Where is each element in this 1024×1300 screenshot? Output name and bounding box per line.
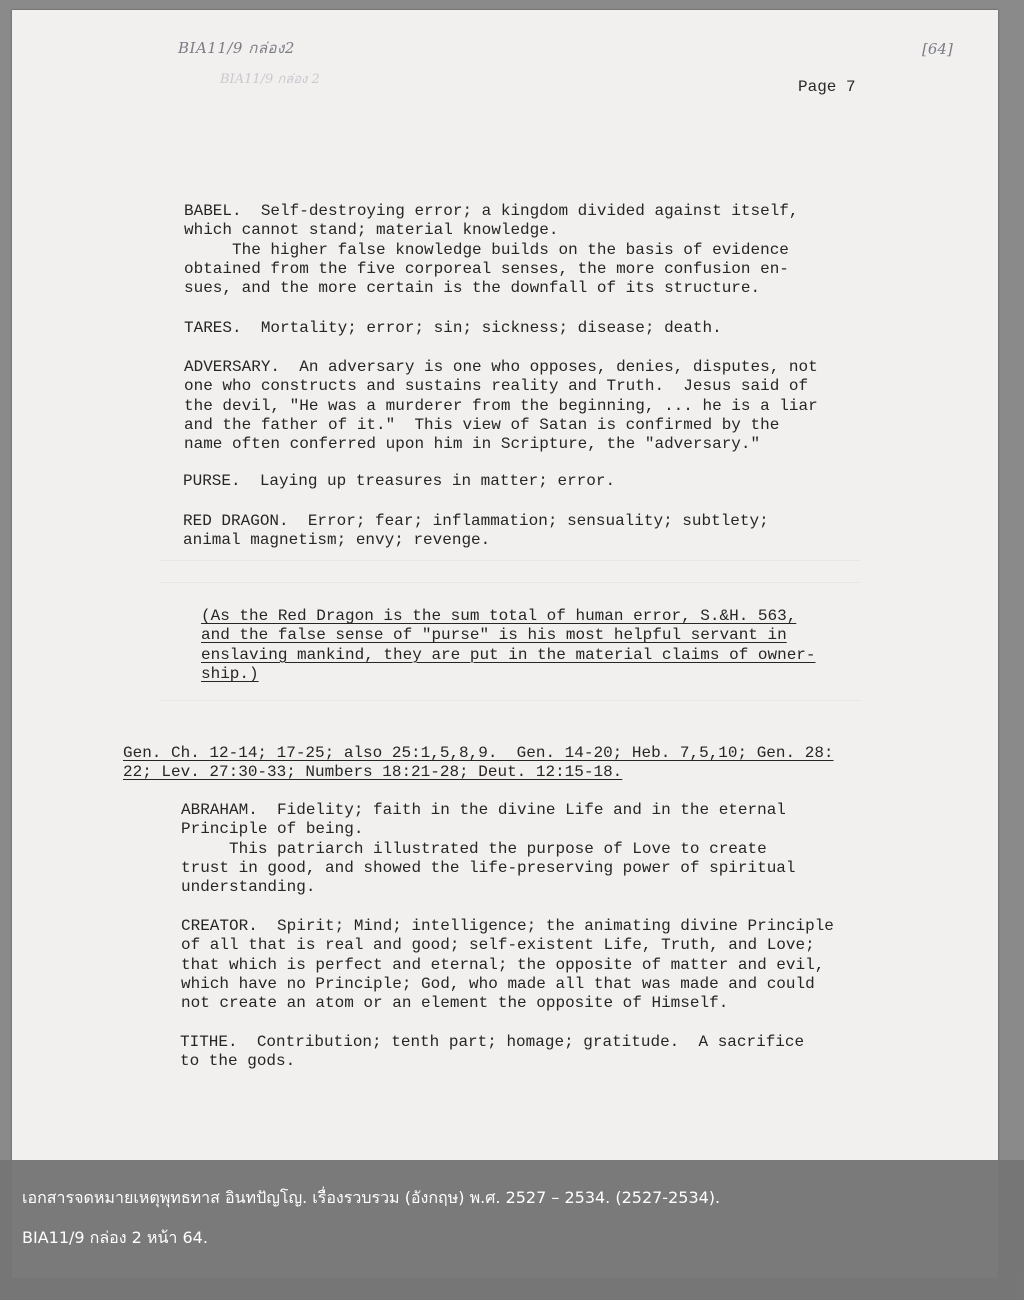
caption-title: เอกสารจดหมายเหตุพุทธทาส อินทปัญโญ. เรื่องรวบรวม (อังกฤษ) พ.ศ. 2527 – 2534. (2527-2534). <box>22 1188 721 1207</box>
text-line: ABRAHAM. Fidelity; faith in the divine Life and in the eternal <box>181 801 786 819</box>
entry-creator <box>181 917 834 1013</box>
text-line: This patriarch illustrated the purpose of Love to create <box>181 839 767 858</box>
text-line: and the false sense of "purse" is his most helpful servant in <box>201 626 787 645</box>
entry-adversary <box>184 358 818 454</box>
text-line: of all that is real and good; self-existent Life, Truth, and Love; <box>181 936 815 955</box>
text-line: to the gods. <box>180 1052 296 1071</box>
text-line: CREATOR. Spirit; Mind; intelligence; the animating divine Principle <box>181 917 834 935</box>
text-line: name often conferred upon him in Scripture, the "adversary." <box>184 435 761 454</box>
text-line: not create an atom or an element the opposite of Himself. <box>181 994 729 1013</box>
entry-tithe <box>180 1033 804 1072</box>
text-line: ADVERSARY. An adversary is one who opposes, denies, disputes, not <box>184 358 818 376</box>
text-line: BABEL. Self-destroying error; a kingdom divided against itself, <box>184 202 799 220</box>
text-line: ship.) <box>201 664 259 683</box>
text-line: enslaving mankind, they are put in the material claims of owner- <box>201 645 816 664</box>
text-line: (As the Red Dragon is the sum total of human error, S.&H. 563, <box>201 607 797 625</box>
note-red-dragon-purse <box>201 607 816 684</box>
text-line: 22; Lev. 27:30-33; Numbers 18:21-28; Deut. 12:15-18. <box>123 763 623 782</box>
text-line: trust in good, and showed the life-preserving power of spiritual <box>181 858 796 877</box>
bleedthrough-line <box>160 700 860 701</box>
entry-babel <box>184 202 799 298</box>
page-label: Page 7 <box>798 78 856 96</box>
text-line: TARES. Mortality; error; sin; sickness; disease; death. <box>184 319 722 337</box>
archive-caption-bar <box>0 1160 1024 1300</box>
text-line: PURSE. Laying up treasures in matter; error. <box>183 472 616 490</box>
text-line: RED DRAGON. Error; fear; inflammation; sensuality; subtlety; <box>183 512 769 530</box>
handwritten-reference: BIA11/9 กล่อง2 <box>178 39 295 57</box>
text-line: sues, and the more certain is the downfall of its structure. <box>184 279 761 298</box>
text-line: Gen. Ch. 12-14; 17-25; also 25:1,5,8,9. Gen. 14-20; Heb. 7,5,10; Gen. 28: <box>123 744 834 762</box>
scripture-references <box>123 744 834 783</box>
bleedthrough-line <box>160 560 860 561</box>
text-line: obtained from the five corporeal senses, the more confusion en- <box>184 259 789 278</box>
entry-red-dragon <box>183 512 769 551</box>
text-line: one who constructs and sustains reality and Truth. Jesus said of <box>184 377 809 396</box>
entry-tares <box>184 319 722 338</box>
text-line: which have no Principle; God, who made all that was made and could <box>181 974 815 993</box>
entry-purse <box>183 472 615 491</box>
text-line: Principle of being. <box>181 820 364 839</box>
caption-reference: BIA11/9 กล่อง 2 หน้า 64. <box>22 1228 208 1247</box>
handwritten-page-number: [64] <box>922 40 953 58</box>
text-line: which cannot stand; material knowledge. <box>184 221 559 240</box>
text-line: animal magnetism; envy; revenge. <box>183 531 491 550</box>
text-line: understanding. <box>181 878 316 897</box>
text-line: The higher false knowledge builds on the basis of evidence <box>184 240 789 259</box>
entry-abraham <box>181 801 796 897</box>
text-line: that which is perfect and eternal; the opposite of matter and evil, <box>181 955 825 974</box>
text-line: the devil, "He was a murderer from the beginning, ... he is a liar <box>184 396 818 415</box>
text-line: and the father of it." This view of Satan is confirmed by the <box>184 415 780 434</box>
bleedthrough-line <box>160 582 860 583</box>
handwritten-reference-bleedthrough: BIA11/9 กล่อง 2 <box>220 72 320 87</box>
text-line: TITHE. Contribution; tenth part; homage; gratitude. A sacrifice <box>180 1033 805 1051</box>
